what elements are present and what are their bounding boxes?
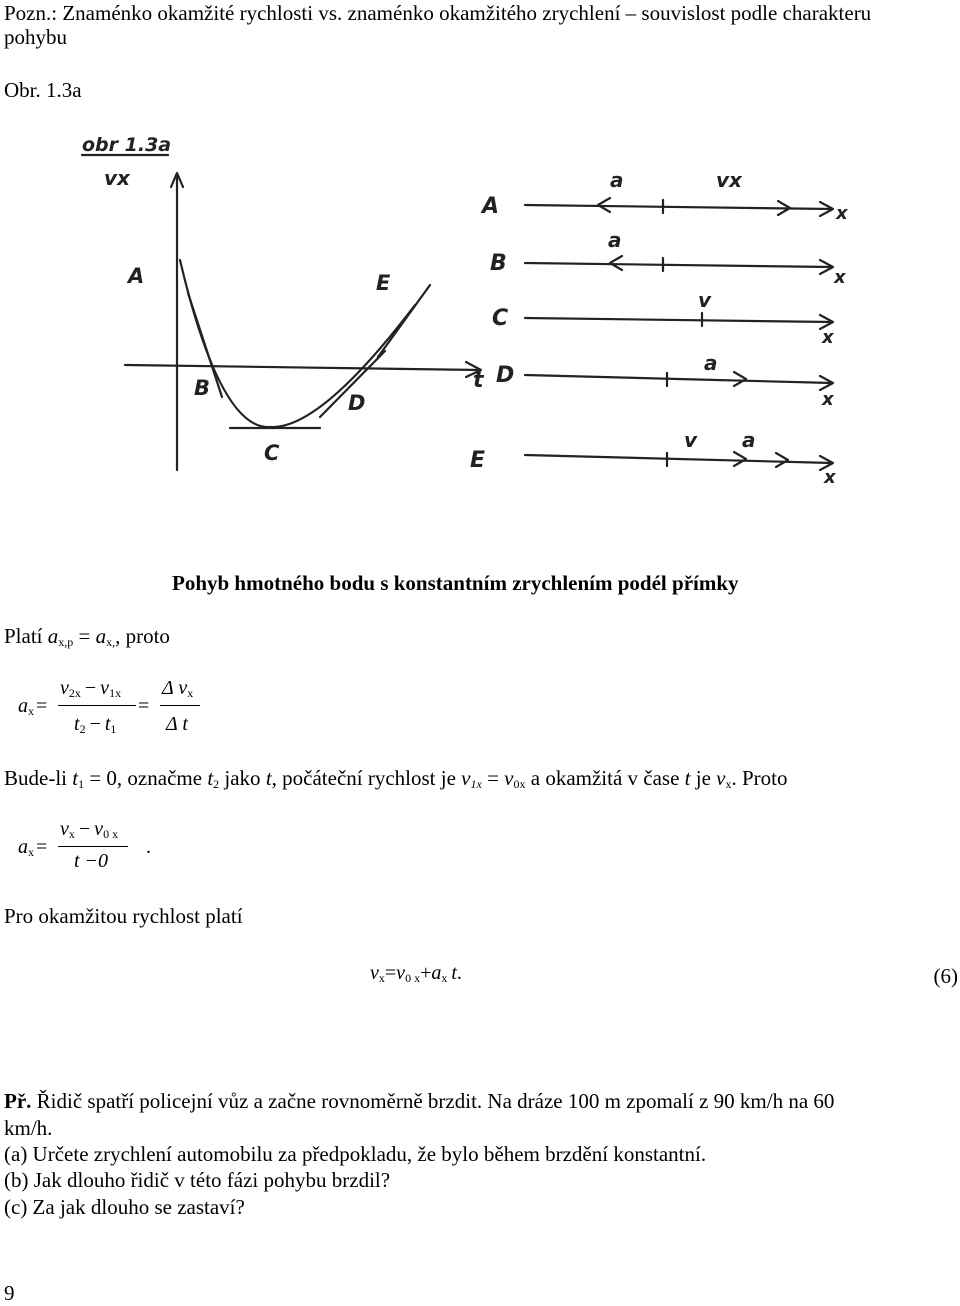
note-line-2: pohybu — [4, 25, 67, 49]
example-question-a: (a) Určete zrychlení automobilu za předpokladu, že bylo během brzdění konstantní. — [4, 1142, 707, 1166]
note-line-1: Pozn.: Znaménko okamžité rychlosti vs. znaménko okamžitého zrychlení – souvislost podle charakteru — [4, 1, 872, 25]
row-e-label: E — [470, 448, 486, 473]
row-e-vector-a: a — [742, 428, 756, 452]
example-line-2: km/h. — [4, 1116, 53, 1140]
figure-title: obr 1.3a — [82, 134, 172, 156]
formula-2 — [0, 818, 200, 878]
row-c-label: C — [492, 306, 509, 331]
row-a-vector-v: vx — [716, 168, 742, 192]
f2-lhs: $a_x$ = — [18, 836, 48, 859]
graph-t-axis — [125, 365, 480, 370]
f1-fraction-bar — [58, 705, 136, 706]
row-b-x: x — [834, 267, 846, 288]
row-c-vector-v: v — [698, 288, 712, 312]
plati-a2: a — [95, 624, 107, 648]
f1-lhs: $a_x$ = — [18, 695, 48, 718]
plati-post: , proto — [115, 624, 170, 648]
row-d-vector-a: a — [704, 351, 718, 375]
graph-point-b: B — [194, 376, 211, 400]
row-e-arrow-a — [776, 453, 788, 467]
row-b-label: B — [490, 251, 507, 276]
f1-eq2: = — [138, 695, 150, 717]
tangent-e — [378, 285, 430, 357]
graph-t-label: t — [473, 368, 484, 393]
figure-caption: Pohyb hmotného bodu s konstantním zrychlením podél přímky — [172, 571, 739, 595]
figure-label: Obr. 1.3a — [4, 78, 82, 102]
f2-dot: . — [146, 836, 151, 858]
example-line-1: Př. Řidič spatří policejní vůz a začne rovnoměrně brzdit. Na dráze 100 m zpomalí z 90 km/h na 60 — [4, 1089, 835, 1113]
f1-numerator: $v_{2x} - v_{1x}$ — [60, 677, 122, 700]
row-d-arrow-a — [734, 372, 746, 386]
plati-sub2: x, — [106, 635, 116, 649]
bude-li-line: Bude-li $t_1 = 0$, označme $t_2$ jako t, počáteční rychlost je $v_{1x} = v_{0x}$ a okamžitá v čase t je $v_x$. Proto — [4, 766, 788, 791]
figure-graph — [70, 125, 870, 520]
pro-okamzitou: Pro okamžitou rychlost platí — [4, 904, 243, 928]
example-question-b: (b) Jak dlouho řidič v této fázi pohybu brzdil? — [4, 1168, 391, 1192]
graph-point-e: E — [376, 271, 391, 295]
row-c-axis — [525, 318, 832, 322]
f2-numerator: $v_x - v_{0 x}$ — [60, 818, 119, 841]
plati-a: a — [47, 624, 59, 648]
row-a-label: A — [482, 194, 500, 219]
row-e-vector-v: v — [684, 428, 698, 452]
row-b-arrow-a — [610, 256, 622, 270]
example-question-c: (c) Za jak dlouho se zastaví? — [4, 1195, 245, 1219]
row-e-arrow-v — [734, 452, 746, 466]
f2-denominator: t −0 — [74, 850, 109, 872]
row-c-x: x — [822, 327, 834, 348]
f1-delta-num: Δ $v_x$ — [162, 677, 194, 700]
f1-denominator: $t_2 - t_1$ — [74, 713, 117, 736]
f2-fraction-bar — [58, 846, 128, 847]
plati-line — [4, 623, 170, 649]
plati-eq: = — [73, 624, 96, 648]
graph-point-a: A — [128, 264, 145, 288]
row-d-label: D — [496, 363, 515, 388]
row-e-x: x — [824, 467, 836, 488]
graph-point-c: C — [264, 441, 280, 465]
f1-delta-den: Δ t — [166, 713, 188, 735]
plati-sub1: x,p — [58, 635, 74, 649]
row-a-vector-a: a — [610, 168, 624, 192]
graph-y-label: vx — [104, 166, 130, 190]
f1-delta-bar — [160, 705, 200, 706]
row-b-axis — [525, 263, 832, 267]
plati-pre: Platí — [4, 624, 48, 648]
row-d-x: x — [822, 389, 834, 410]
equation-number: (6) — [933, 964, 958, 988]
formula-1 — [0, 675, 300, 745]
row-b-vector-a: a — [608, 228, 622, 252]
row-a-x: x — [836, 203, 848, 224]
formula-3: $v_x=v_{0 x}+a_x$ t. — [370, 962, 462, 985]
graph-point-d: D — [348, 391, 366, 415]
page-number: 9 — [4, 1281, 15, 1305]
row-d-axis — [525, 375, 832, 383]
